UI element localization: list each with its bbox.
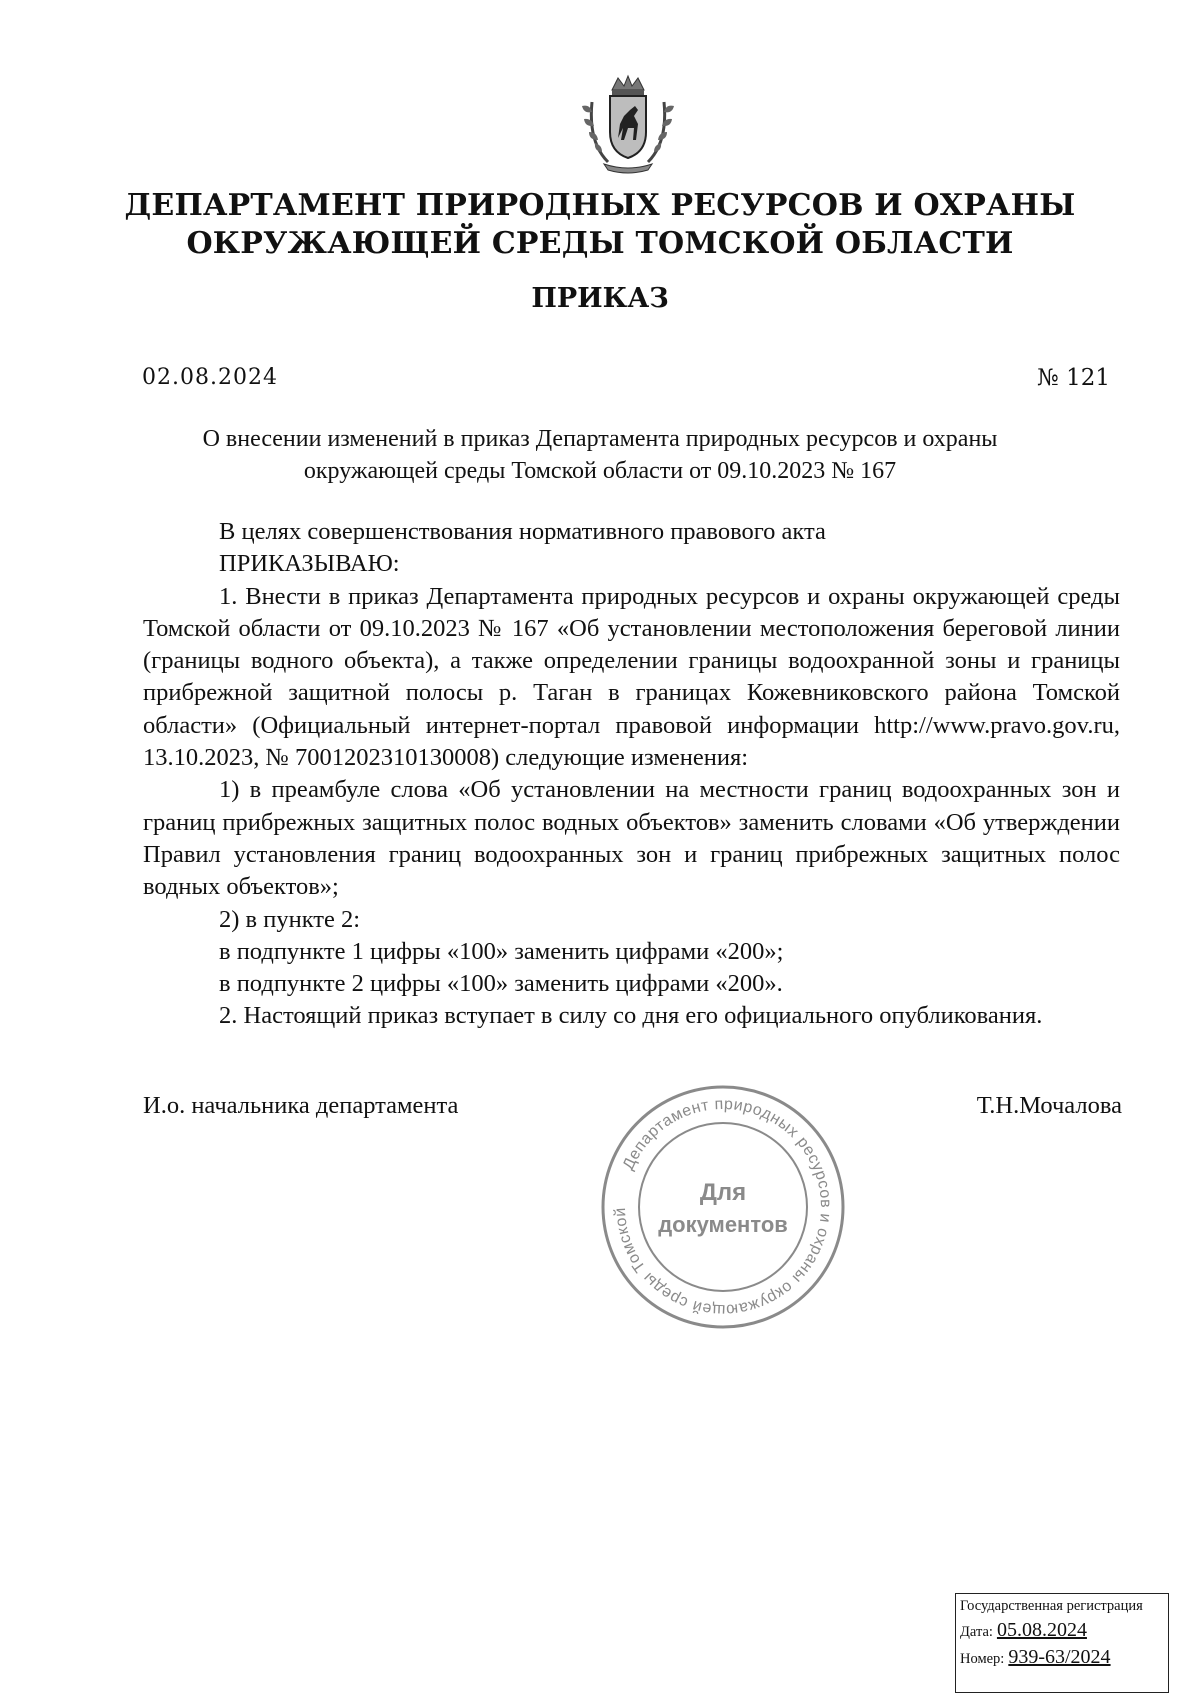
document-type-title: ПРИКАЗ bbox=[531, 283, 669, 314]
svg-text:Департамент природных ресурсов: Департамент природных ресурсов и охраны окружающей среды Томской bbox=[611, 1095, 835, 1319]
department-name-line1: ДЕПАРТАМЕНТ ПРИРОДНЫХ РЕСУРСОВ И ОХРАНЫ bbox=[124, 188, 1076, 223]
subject-line1: О внесении изменений в приказ Департамента природных ресурсов и охраны bbox=[202, 426, 998, 452]
order-number: № 121 bbox=[1037, 365, 1110, 391]
signer-name: Т.Н.Мочалова bbox=[976, 1092, 1122, 1119]
svg-text:Для: Для bbox=[699, 1179, 747, 1206]
body-paragraph-subpoint-1: в подпункте 1 цифры «100» заменить цифрами «200»; bbox=[219, 937, 784, 965]
registration-date-label: Дата: bbox=[960, 1624, 993, 1640]
body-paragraph-order-word: ПРИКАЗЫВАЮ: bbox=[219, 550, 400, 578]
tomsk-coat-of-arms-icon bbox=[574, 72, 682, 174]
body-paragraph-subpoint-2: в подпункте 2 цифры «100» заменить цифрами «200». bbox=[219, 970, 783, 998]
svg-text:документов: документов bbox=[658, 1212, 788, 1237]
order-body bbox=[143, 516, 1120, 1033]
body-paragraph-subitem-1: 1) в преамбуле слова «Об установлении на местности границ водоохранных зон и границ прибрежных защитных полос водных объектов» заменить словами «Об утверждении Правил установления границ водоохранных зон и границ прибрежных защитных полос водных объектов»; bbox=[143, 776, 1120, 901]
department-name-line2: ОКРУЖАЮЩЕЙ СРЕДЫ ТОМСКОЙ ОБЛАСТИ bbox=[186, 226, 1014, 261]
body-paragraph-subitem-2: 2) в пункте 2: bbox=[219, 905, 361, 933]
subject-line2: окружающей среды Томской области от 09.10.2023 № 167 bbox=[303, 458, 897, 484]
registration-date-value: 05.08.2024 bbox=[996, 1619, 1087, 1641]
registration-number-row bbox=[960, 1646, 1164, 1669]
body-paragraph-item-2: 2. Настоящий приказ вступает в силу со дня его официального опубликования. bbox=[219, 1002, 1043, 1030]
official-stamp bbox=[598, 1082, 848, 1332]
order-date: 02.08.2024 bbox=[142, 365, 278, 390]
registration-number-value: 939-63/2024 bbox=[1008, 1646, 1111, 1668]
registration-box bbox=[955, 1593, 1169, 1693]
body-paragraph-purpose: В целях совершенствования нормативного правового акта bbox=[219, 518, 826, 545]
signer-position: И.о. начальника департамента bbox=[143, 1092, 459, 1119]
registration-date-row bbox=[960, 1619, 1164, 1642]
registration-number-label: Номер: bbox=[960, 1651, 1005, 1667]
registration-header: Государственная регистрация bbox=[960, 1598, 1143, 1614]
body-paragraph-item-1: 1. Внести в приказ Департамента природных ресурсов и охраны окружающей среды Томской области от 09.10.2023 № 167 «Об установлении местоположения береговой линии (границы водного объекта), а также определении границы водоохранной зоны и границы прибрежной защитной полосы р. Таган в границах Кожевниковского района Томской области» (Официальный интернет-портал правовой информации http://www.pravo.gov.ru, 13.10.2023, № 7001202310130008) следующие изменения: bbox=[143, 582, 1120, 772]
